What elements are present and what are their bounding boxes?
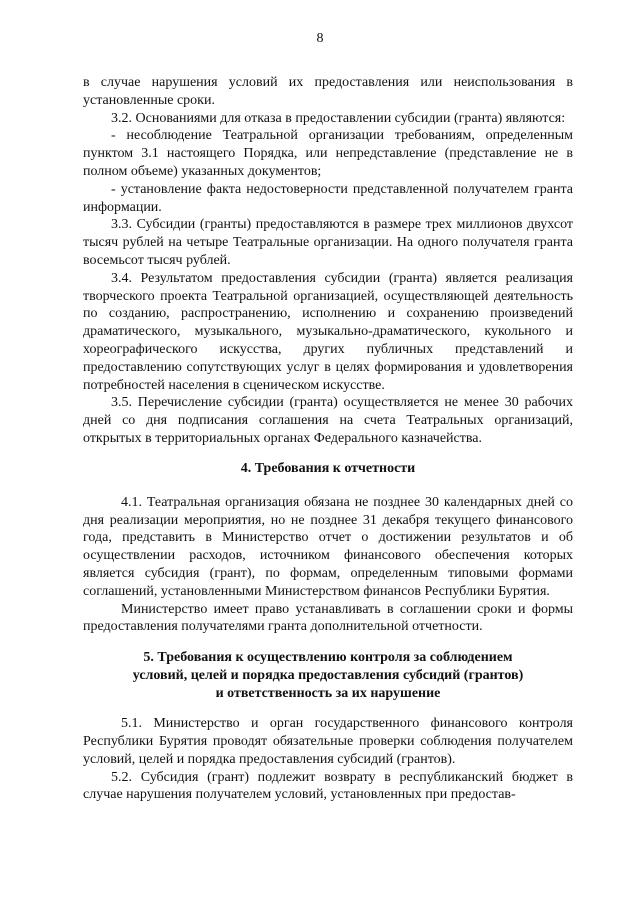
section-5-heading <box>83 649 573 703</box>
page-number: 8 <box>316 31 324 46</box>
paragraph-3-5: 3.5. Перечисление субсидии (гранта) осуществляется не менее 30 рабочих дней со дня подписания соглашения на счета Театральных организаций, открытых в территориальных органах Федерального казначейства. <box>83 395 573 446</box>
paragraph-continuation: в случае нарушения условий их предоставления или неиспользования в установленные сроки. <box>83 75 573 108</box>
paragraph-5-2: 5.2. Субсидия (грант) подлежит возврату в республиканский бюджет в случае нарушения получателем условий, установленных при предостав- <box>83 769 573 803</box>
list-item-unreliable-info: - установление факта недостоверности представленной получателем гранта информации. <box>83 181 573 215</box>
list-item-requirements: - несоблюдение Театральной организации требованиям, определенным пунктом 3.1 настоящего Порядка, или непредставление (представление не в полном объеме) указанных документов; <box>83 128 573 179</box>
paragraph-3-2: 3.2. Основаниями для отказа в предоставлении субсидии (гранта) являются: <box>111 110 566 126</box>
paragraph-5-1: 5.1. Министерство и орган государственного финансового контроля Республики Бурятия проводят обязательные проверки соблюдения получателем условий, целей и порядка предоставления субсидий (грантов). <box>83 716 573 767</box>
paragraph-3-4: 3.4. Результатом предоставления субсидии (гранта) является реализация творческого проекта Театральной организацией, осуществляющей деятельность по созданию, распространению, исполнению и сохранению произведений драматического, музыкального, музыкально-драматического, кукольного и хореографического искусства, других публичных представлений и предоставлению сопутствующих услуг в целях формирования и удовлетворения потребностей населения в сценическом искусстве. <box>83 270 573 393</box>
document-body <box>83 74 573 804</box>
paragraph-4-1: 4.1. Театральная организация обязана не позднее 30 календарных дней со дня реализации мероприятия, но не позднее 31 декабря текущего финансового года, представить в Министерство отчет о достижении результатов и об осуществлении расходов, источником финансового обеспечения которых является субсидия (грант), по формам, определенным типовыми формами соглашений, установленными Министерством финансов Республики Бурятия. <box>83 494 573 599</box>
section-4-heading: 4. Требования к отчетности <box>240 460 416 476</box>
section-5-heading-line: условий, целей и порядка предоставления субсидий (грантов) <box>132 668 524 684</box>
section-5-heading-line: 5. Требования к осуществлению контроля за соблюдением <box>143 650 513 666</box>
section-5-heading-line: и ответственность за их нарушение <box>215 686 441 702</box>
paragraph-ministry-right: Министерство имеет право устанавливать в соглашении сроки и формы предоставления получателями гранта дополнительной отчетности. <box>83 601 573 635</box>
paragraph-3-3: 3.3. Субсидии (гранты) предоставляются в размере трех миллионов двухсот тысяч рублей на четыре Театральные организации. На одного получателя гранта восемьсот тысяч рублей. <box>83 217 573 268</box>
